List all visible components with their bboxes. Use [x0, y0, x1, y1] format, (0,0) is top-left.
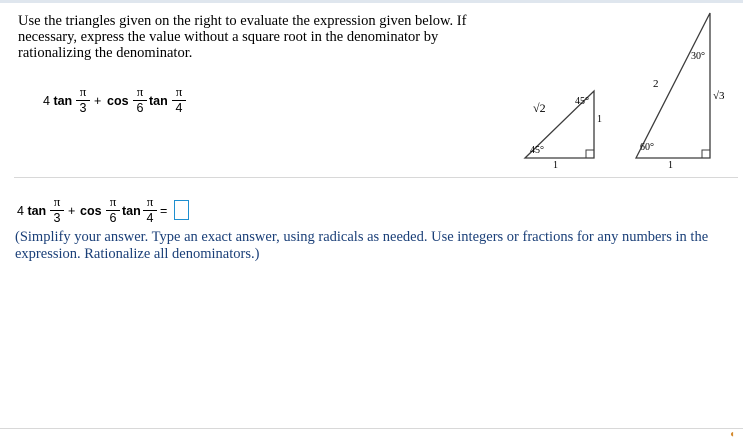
coefficient: 4 [43, 94, 50, 108]
angle-top-label: 30° [691, 51, 705, 62]
cos-label: cos [80, 204, 102, 218]
side-bottom-label: 1 [668, 160, 673, 171]
fraction-numerator: π [79, 84, 87, 99]
section-divider [14, 177, 738, 178]
answer-input[interactable] [174, 200, 189, 220]
tan-label: tan [27, 204, 47, 218]
fraction-pi-over-6 [106, 195, 120, 225]
fraction-denominator: 4 [146, 211, 154, 225]
fraction-denominator: 6 [136, 101, 144, 115]
triangle-30-60-90 [636, 13, 725, 171]
answer-instructions: (Simplify your answer. Type an exact answer, using radicals as needed. Use integers or fractions for any numbers in the expression. Rationalize all denominators.) [15, 229, 709, 262]
question-text: Use the triangles given on the right to evaluate the expression given below. If necessary, express the value without a square root in the denominator by rationalizing the denominator. [18, 13, 467, 61]
triangle-45-45-90 [525, 91, 602, 171]
tan-label: tan [149, 94, 168, 108]
fraction-denominator: 3 [53, 211, 61, 225]
plus-sign: + [68, 204, 76, 218]
fraction-denominator: 4 [175, 101, 183, 115]
tan-label: tan [122, 204, 141, 218]
bottom-divider [0, 428, 743, 429]
side-vertical-label: √3 [713, 90, 725, 102]
fraction-pi-over-3 [50, 195, 64, 225]
corner-scroll-icon: ◖ [729, 429, 736, 440]
fraction-numerator: π [53, 194, 61, 209]
fraction-numerator: π [136, 84, 144, 99]
equals-sign: = [160, 204, 168, 218]
coefficient: 4 [17, 204, 24, 218]
angle-top-label: 45° [575, 96, 589, 107]
hypotenuse-label: √2 [533, 101, 546, 115]
cos-label: cos [107, 94, 129, 108]
fraction-denominator: 6 [109, 211, 117, 225]
side-bottom-label: 1 [553, 160, 558, 171]
tan-label: tan [53, 94, 73, 108]
side-vertical-label: 1 [597, 114, 602, 125]
angle-bottom-label: 60° [640, 142, 654, 153]
hypotenuse-label: 2 [653, 78, 659, 90]
fraction-numerator: π [146, 194, 154, 209]
fraction-pi-over-4 [143, 195, 157, 225]
fraction-numerator: π [109, 194, 117, 209]
fraction-numerator: π [175, 84, 183, 99]
fraction-denominator: 3 [79, 101, 87, 115]
angle-bottom-label: 45° [530, 145, 544, 156]
expr-coef-fn1 [17, 204, 46, 218]
plus-sign: + [94, 94, 102, 108]
triangles-figure [0, 0, 743, 180]
